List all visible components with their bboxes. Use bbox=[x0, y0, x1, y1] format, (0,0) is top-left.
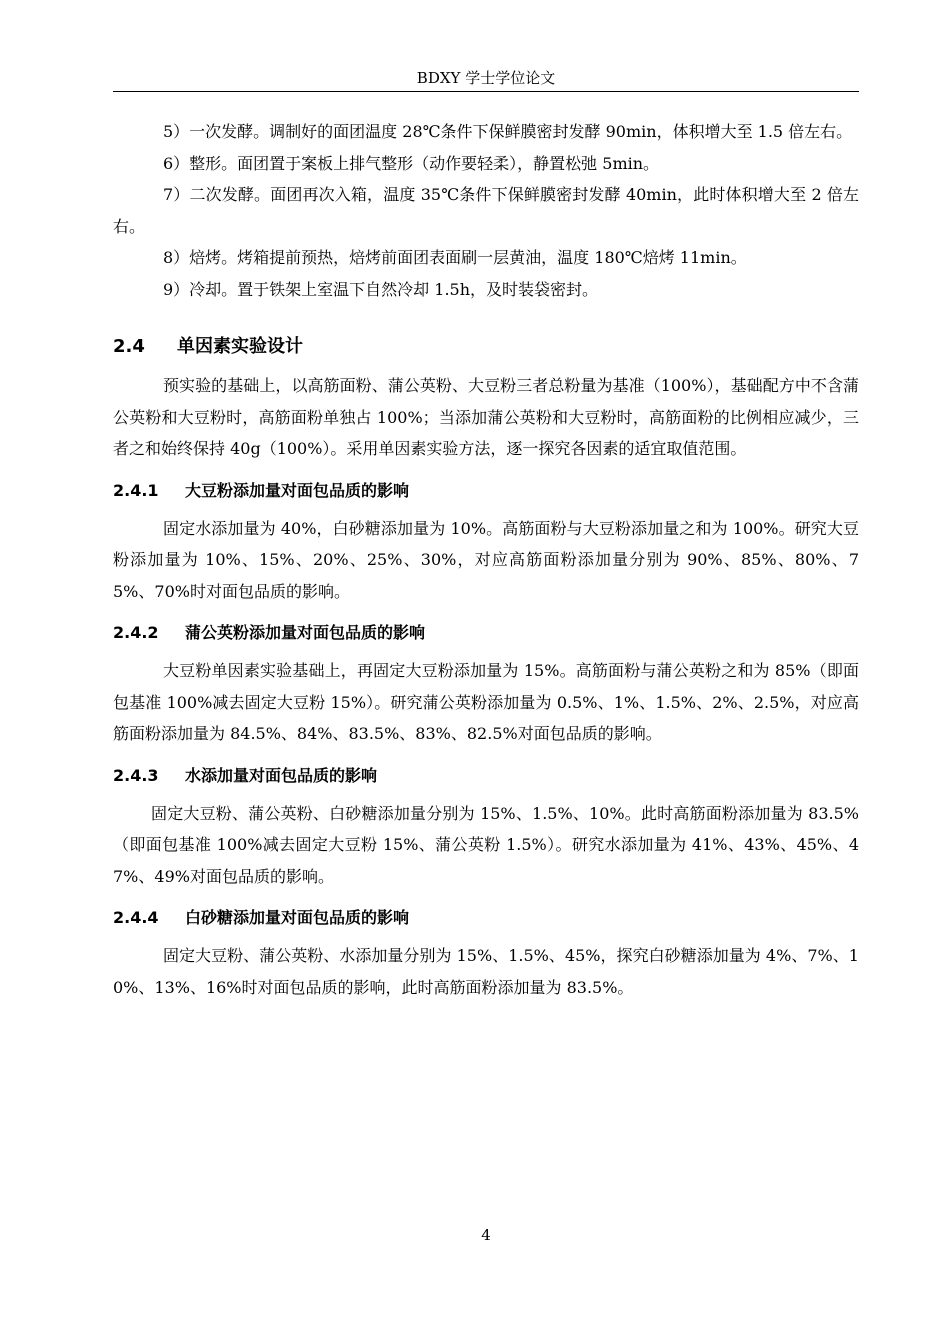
step-7-paragraph: 7）二次发酵。面团再次入箱，温度 35℃条件下保鲜膜密封发酵 40min，此时体积增大至 2 倍左右。 bbox=[113, 185, 859, 236]
section-2-4-1-heading bbox=[113, 477, 859, 505]
section-2-4-3-heading bbox=[113, 762, 859, 790]
step-9-paragraph: 9）冷却。置于铁架上室温下自然冷却 1.5h，及时装袋密封。 bbox=[163, 279, 599, 299]
step-6-paragraph: 6）整形。面团置于案板上排气整形（动作要轻柔），静置松弛 5min。 bbox=[163, 153, 660, 173]
section-2-4-3-title: 水添加量对面包品质的影响 bbox=[185, 765, 378, 785]
step-5-paragraph: 5）一次发酵。调制好的面团温度 28℃条件下保鲜膜密封发酵 90min，体积增大至 1.5 倍左右。 bbox=[163, 122, 853, 141]
section-2-4-1-title: 大豆粉添加量对面包品质的影响 bbox=[185, 480, 410, 500]
header-rule bbox=[113, 91, 859, 92]
section-2-4-heading bbox=[113, 332, 859, 362]
section-2-4-3-paragraph: 固定大豆粉、蒲公英粉、白砂糖添加量分别为 15%、1.5%、10%。此时高筋面粉添加量为 83.5%（即面包基准 100%减去固定大豆粉 15%、蒲公英粉 1.5%）。研究水添加量为 41%、43%、45%、47%、49%对面包品质的影响。 bbox=[113, 803, 859, 886]
section-2-4-2-heading bbox=[113, 619, 859, 647]
section-2-4-paragraph: 预实验的基础上，以高筋面粉、蒲公英粉、大豆粉三者总粉量为基准（100%），基础配方中不含蒲公英粉和大豆粉时，高筋面粉单独占 100%；当添加蒲公英粉和大豆粉时，高筋面粉的比例相应减少，三者之和始终保持 40g（100%）。采用单因素实验方法，逐一探究各因素的适宜取值范围。 bbox=[113, 376, 859, 458]
step-8-paragraph: 8）焙烤。烤箱提前预热，焙烤前面团表面刷一层黄油，温度 180℃焙烤 11min。 bbox=[163, 248, 747, 267]
section-2-4-1-number: 2.4.1 bbox=[113, 480, 159, 500]
section-2-4-number: 2.4 bbox=[113, 336, 145, 357]
section-2-4-2-title: 蒲公英粉添加量对面包品质的影响 bbox=[185, 623, 426, 642]
section-2-4-2-paragraph: 大豆粉单因素实验基础上，再固定大豆粉添加量为 15%。高筋面粉与蒲公英粉之和为 85%（即面包基准 100%减去固定大豆粉 15%）。研究蒲公英粉添加量为 0.5%、1%、1.5%、2%、2.5%，对应高筋面粉添加量为 84.5%、84%、83.5%、83%、82.5%对面包品质的影响。 bbox=[113, 661, 859, 743]
section-2-4-1-paragraph: 固定水添加量为 40%，白砂糖添加量为 10%。高筋面粉与大豆粉添加量之和为 100%。研究大豆粉添加量为 10%、15%、20%、25%、30%，对应高筋面粉添加量分别为 90%、85%、80%、75%、70%时对面包品质的影响。 bbox=[113, 518, 859, 601]
page-body bbox=[113, 116, 859, 1003]
section-2-4-2-number: 2.4.2 bbox=[113, 623, 159, 642]
section-2-4-4-heading bbox=[113, 904, 859, 932]
section-2-4-4-number: 2.4.4 bbox=[113, 908, 159, 927]
section-2-4-4-title: 白砂糖添加量对面包品质的影响 bbox=[185, 908, 410, 927]
section-2-4-3-number: 2.4.3 bbox=[113, 765, 159, 785]
section-2-4-title: 单因素实验设计 bbox=[177, 336, 303, 357]
section-2-4-4-paragraph: 固定大豆粉、蒲公英粉、水添加量分别为 15%、1.5%、45%，探究白砂糖添加量为 4%、7%、10%、13%、16%时对面包品质的影响，此时高筋面粉添加量为 83.5%。 bbox=[113, 946, 859, 997]
page-number: 4 bbox=[481, 1226, 491, 1244]
page-header: BDXY 学士学位论文 bbox=[416, 69, 556, 87]
